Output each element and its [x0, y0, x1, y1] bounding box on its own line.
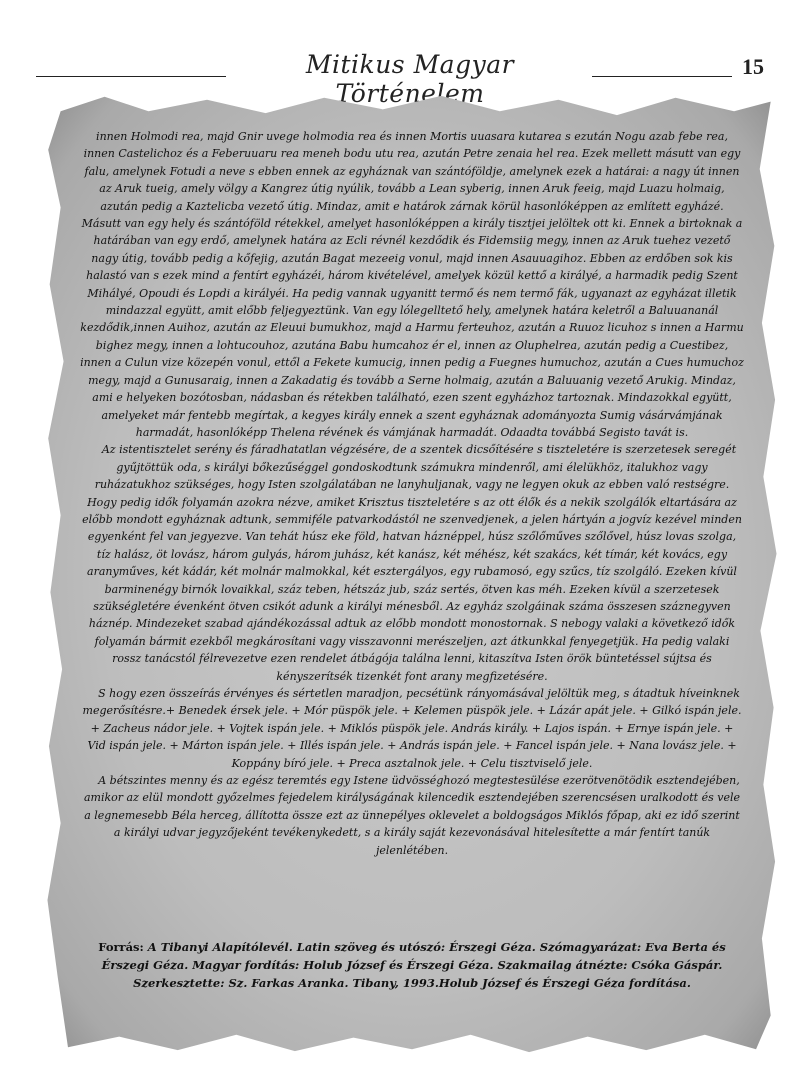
running-title: Mitikus Magyar Történelem — [305, 50, 515, 108]
header-rule-left — [36, 76, 226, 77]
paragraph: Az istentisztelet serény és fáradhatatlan végzésére, de a szentek dicsőítésére s tiszteletére is szerzetesek seregét gyűjtöttük oda, s királyi bőkezűséggel gondoskodtunk számukra mindenről, ami élelükhöz, italukhoz vagy ruházatukhoz szükséges, hogy Isten szolgálatában ne lanyhuljanak, vagy ne legyen okuk az ebben való restségre. Hogy pedig idők folyamán azokra nézve, amiket Krisztus tiszteletére s az ott élők és a nekik szolgálók eltartására az előbb mondott egyháznak adtunk, semmiféle patvarkodástól ne szenvedjenek, a jelen hártyán a jogvíz kezével minden egyenként fel van jegyezve. Van tehát húsz eke föld, hatvan háznéppel, húsz szőlőműves szőlővel, húsz lovas szolga, tíz halász, öt lovász, három gulyás, három juhász, két kanász, két méhész, két szakács, két tímár, két kovács, egy aranyműves, két kádár, két molnár malmokkal, két esztergályos, egy rubamosó, egy szűcs, tíz szolgáló. Ezeken kívül barminenégy birnók lovaikkal, száz teben, hétszáz jub, száz sertés, ötven kas méh. Ezeken kívül a szerzetesek szükségletére évenként ötven csikót adunk a királyi ménesből. Az egyház szolgáinak száma összesen száznegyven háznép. Mindezeket szabad ajándékozással adtuk az előbb mondott monostornak. S nebogy valaki a következő idők folyamán bármit ezekből megkárosítani vagy visszavonni merészeljen, azt átkunkkal fenyegetjük. Ha pedig valaki rossz tanácstól félrevezetve ezen rendelet átbágója találna lenni, kitaszítva Isten örök büntetéssel sújtsa és kényszerítsék tizenkét font arany megfizetésére. — [82, 443, 742, 683]
source-label: Forrás: — [98, 940, 144, 954]
paragraph: A bétszintes menny és az egész teremtés egy Istene üdvösséghozó megtestesülése ezerötvenötödik esztendejében, amikor az elül mondott győzelmes fejedelem királyságának kilencedik esztendejében szerencsésen uralkodott és vele a legnemesebb Béla herceg, állította össze ezt az ünnepélyes oklevelet a boldogságos Miklós főpap, aki ez idő szerint a királyi udvar jegyzőjeként tevékenykedett, s a király saját kezevonásával hitelesítette a már fentírt tanúk jelenlétében. — [83, 774, 741, 857]
page-number: 15 — [742, 54, 764, 79]
source-text: A Tibanyi Alapítólevél. Latin szöveg és utószó: Érszegi Géza. Szómagyarázat: Eva Berta és Érszegi Géza. Magyar fordítás: Holub József és Érszegi Géza. Szakmailag átnézte: Csóka Gáspár. Szerkesztette: Sz. Farkas Aranka. Tibany, 1993.Holub József és Érszegi Géza fordítása. — [101, 940, 726, 990]
paragraph: innen Holmodi rea, majd Gnir uvege holmodia rea és innen Mortis uuasara kutarea s ezután Nogu azab febe rea, innen Castelichoz és a Feberuuaru rea meneh bodu utu rea, azután Petre zenaia hel rea. Ezek mellett másutt van egy falu, amelynek Fotudi a neve s ebben ennek az egyháznak van szántóföldje, amelynek ezek a határai: a nagy út innen az Aruk tueig, amely völgy a Kangrez útig nyúlik, tovább a Lean syberig, innen Aruk feeig, majd Luazu holmaig, azután pedig a Kaztelicba vezető útig. Mindaz, amit e határok zárnak körül hasonlóképpen az említett egyházé. Másutt van egy hely és szántóföld rétekkel, amelyet hasonlóképpen a király tisztjei jelöltek ott ki. Ennek a birtoknak a határában van egy erdő, amelynek határa az Ecli révnél kezdődik és Fidemsiig megy, innen az Aruk tuehez vezető nagy útig, tovább pedig a kőfejig, azután Bagat mezeeig vonul, majd innen Asauuagihoz. Ebben az erdőben sok kis halastó van s ezek mind a fentírt egyházéi, három kivételével, amelyek közül kettő a királyé, a harmadik pedig Szent Mihályé, Opoudi és Lopdi a királyéi. Ha pedig vannak ugyanitt termő és nem termő fák, ugyanazt az egyházat illetik mindazzal együtt, amit előbb feljegyeztünk. Van egy lólegelltető hely, amelynek határa keletről a Baluuananál kezdődik,innen Auihoz, azután az Eleuui bumukhoz, majd a Harmu ferteuhoz, azután a Ruuoz licuhoz s innen a Harmu bighez megy, innen a lohtucouhoz, azutána Babu humcahoz ér el, innen az Oluphelrea, azután pedig a Cuestibez, innen a Culun vize közepén vonul, ettől a Fekete kumucig, innen pedig a Fuegnes humuchoz, azután a Cues humuchoz megy, majd a Gunusaraig, innen a Zakadatig és tovább a Serne holmaig, azután a Baluuanig vezető Arukig. Mindaz, ami e helyeken bozótosban, nádasban és rétekben található, ezen szent egyházhoz tartoznak. Mindazokkal együtt, amelyeket már fentebb megírtak, a kegyes király ennek a szent egyháznak adományozta Sumig vásárvámjának harmadát, hasonlóképp Thelena révének és vámjának harmadát. Odaadta továbbá Segisto tavát is. — [80, 130, 744, 439]
source-citation — [92, 938, 732, 992]
page-header — [0, 0, 800, 108]
charter-text — [80, 128, 744, 859]
header-rule-right — [592, 76, 732, 77]
paragraph: S hogy ezen összeírás érvényes és sértetlen maradjon, pecsétünk rányomásával jelöltük meg, s átadtuk híveinknek megerősítésre.+ Benedek érsek jele. + Mór püspök jele. + Kelemen püspök jele. + Lázár apát jele. + Gilkó ispán jele. + Zacheus nádor jele. + Vojtek ispán jele. + Miklós püspök jele. András király. + Lajos ispán. + Ernye ispán jele. + Vid ispán jele. + Márton ispán jele. + Illés ispán jele. + András ispán jele. + Fancel ispán jele. + Nana lovász jele. + Koppány bíró jele. + Preca asztalnok jele. + Celu tisztviselő jele. — [82, 687, 742, 770]
